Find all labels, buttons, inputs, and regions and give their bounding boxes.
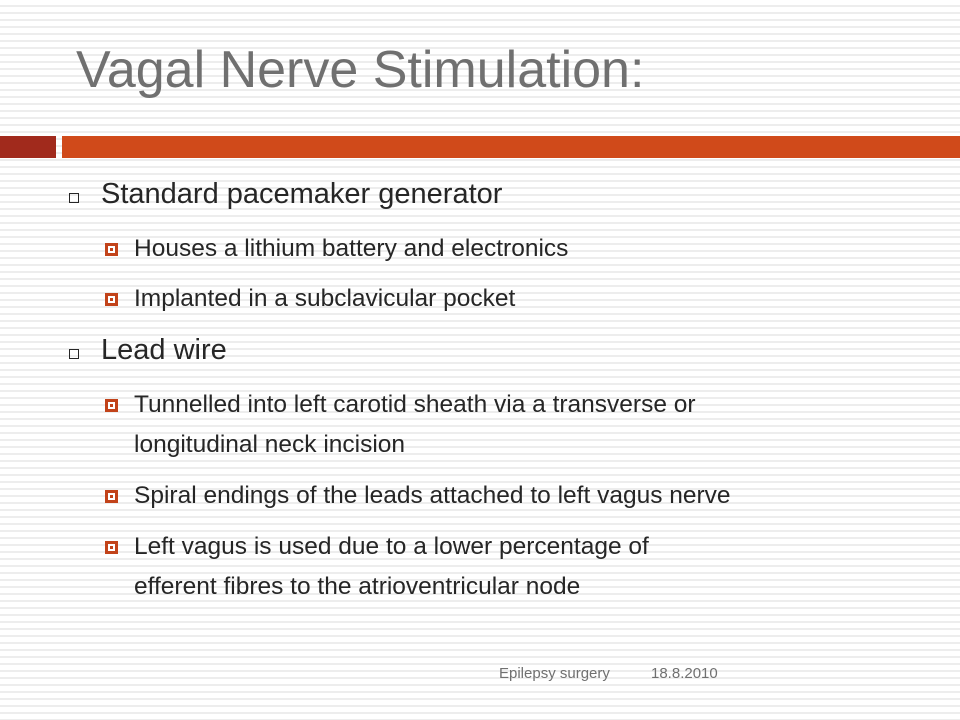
sub-bullet-item-line: longitudinal neck incision bbox=[134, 431, 406, 458]
sub-bullet-item: Houses a lithium battery and electronics bbox=[134, 235, 569, 262]
square-bullet-icon bbox=[69, 193, 79, 203]
square-bullet-icon bbox=[105, 399, 118, 412]
square-bullet-icon bbox=[105, 490, 118, 503]
square-bullet-icon bbox=[105, 293, 118, 306]
sub-bullet-item: Implanted in a subclavicular pocket bbox=[134, 285, 516, 312]
footer-date: 18.8.2010 bbox=[651, 665, 718, 682]
title-accent-bar-left bbox=[0, 136, 56, 158]
square-bullet-icon bbox=[105, 541, 118, 554]
slide-title: Vagal Nerve Stimulation: bbox=[76, 41, 645, 99]
title-accent-bar bbox=[62, 136, 960, 158]
sub-bullet-item-line: Tunnelled into left carotid sheath via a transverse or bbox=[134, 391, 696, 418]
bullet-item: Lead wire bbox=[101, 334, 227, 366]
square-bullet-icon bbox=[105, 243, 118, 256]
footer-topic: Epilepsy surgery bbox=[499, 665, 610, 682]
sub-bullet-item-line: efferent fibres to the atrioventricular node bbox=[134, 573, 581, 600]
sub-bullet-item-line: Left vagus is used due to a lower percentage of bbox=[134, 533, 649, 560]
bullet-item: Standard pacemaker generator bbox=[101, 178, 503, 210]
sub-bullet-item: Spiral endings of the leads attached to left vagus nerve bbox=[134, 482, 731, 509]
square-bullet-icon bbox=[69, 349, 79, 359]
